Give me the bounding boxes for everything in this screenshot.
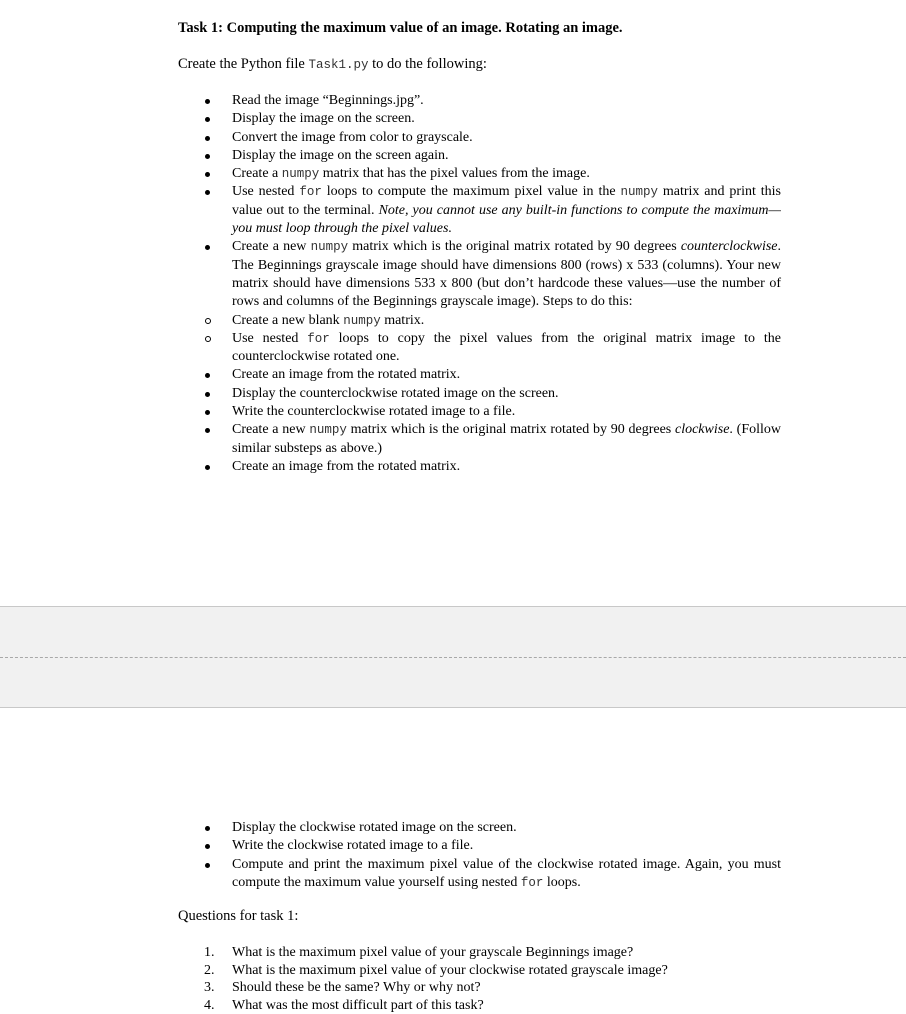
list-item: Display the image on the screen. bbox=[232, 110, 781, 128]
list-item: Write the counterclockwise rotated image to a file. bbox=[232, 403, 781, 421]
page-break-gap bbox=[0, 606, 906, 708]
question-item: 4. What was the most difficult part of this task? bbox=[232, 997, 792, 1014]
list-item: Display the counterclockwise rotated image on the screen. bbox=[232, 385, 781, 403]
list-item: Create a numpy matrix that has the pixel values from the image. bbox=[232, 165, 781, 183]
task-list bbox=[232, 92, 781, 476]
task-list-continued bbox=[232, 819, 781, 892]
list-item: Compute and print the maximum pixel value of the clockwise rotated image. Again, you must compute the maximum value yourself using nested for loops. bbox=[232, 856, 781, 893]
list-item: Create an image from the rotated matrix. bbox=[232, 366, 781, 384]
page-break-line bbox=[0, 657, 906, 658]
substep-item: Use nested for loops to copy the pixel values from the original matrix image to the counterclockwise rotated one. bbox=[232, 330, 781, 367]
list-item: Use nested for loops to compute the maximum pixel value in the numpy matrix and print this value out to the terminal. Note, you cannot use any built-in functions to compute the maximum—you must loop through the pixel values. bbox=[232, 183, 781, 238]
intro-text: Create the Python file Task1.py to do the following: bbox=[178, 56, 487, 73]
list-item: Read the image “Beginnings.jpg”. bbox=[232, 92, 781, 110]
question-item: 3. Should these be the same? Why or why not? bbox=[232, 979, 792, 997]
questions-heading: Questions for task 1: bbox=[178, 908, 298, 925]
substep-item: Create a new blank numpy matrix. bbox=[232, 312, 781, 330]
list-item: Create an image from the rotated matrix. bbox=[232, 458, 781, 476]
list-item: Create a new numpy matrix which is the original matrix rotated by 90 degrees counterclockwise. The Beginnings grayscale image should have dimensions 800 (rows) x 533 (columns). Your new matrix should have dimensions 533 x 800 (but don’t hardcode these values—use the number of rows and columns of the Beginnings grayscale image). Steps to do this: Create a new blank numpy matrix. Use nested for loops to copy the pixel values from the original matrix image to the counterclockwise rotated one. bbox=[232, 238, 781, 366]
list-item: Display the image on the screen again. bbox=[232, 147, 781, 165]
question-item: 1. What is the maximum pixel value of your grayscale Beginnings image? bbox=[232, 944, 792, 962]
list-item: Create a new numpy matrix which is the original matrix rotated by 90 degrees clockwise. (Follow similar substeps as above.) bbox=[232, 421, 781, 458]
task-title: Task 1: Computing the maximum value of an image. Rotating an image. bbox=[178, 20, 623, 37]
list-item: Write the clockwise rotated image to a file. bbox=[232, 837, 781, 855]
questions-list bbox=[232, 944, 792, 1014]
list-item: Display the clockwise rotated image on the screen. bbox=[232, 819, 781, 837]
list-item: Convert the image from color to grayscale. bbox=[232, 129, 781, 147]
substep-list bbox=[232, 312, 781, 367]
filename-code: Task1.py bbox=[308, 58, 368, 72]
question-item: 2. What is the maximum pixel value of your clockwise rotated grayscale image? bbox=[232, 962, 792, 980]
